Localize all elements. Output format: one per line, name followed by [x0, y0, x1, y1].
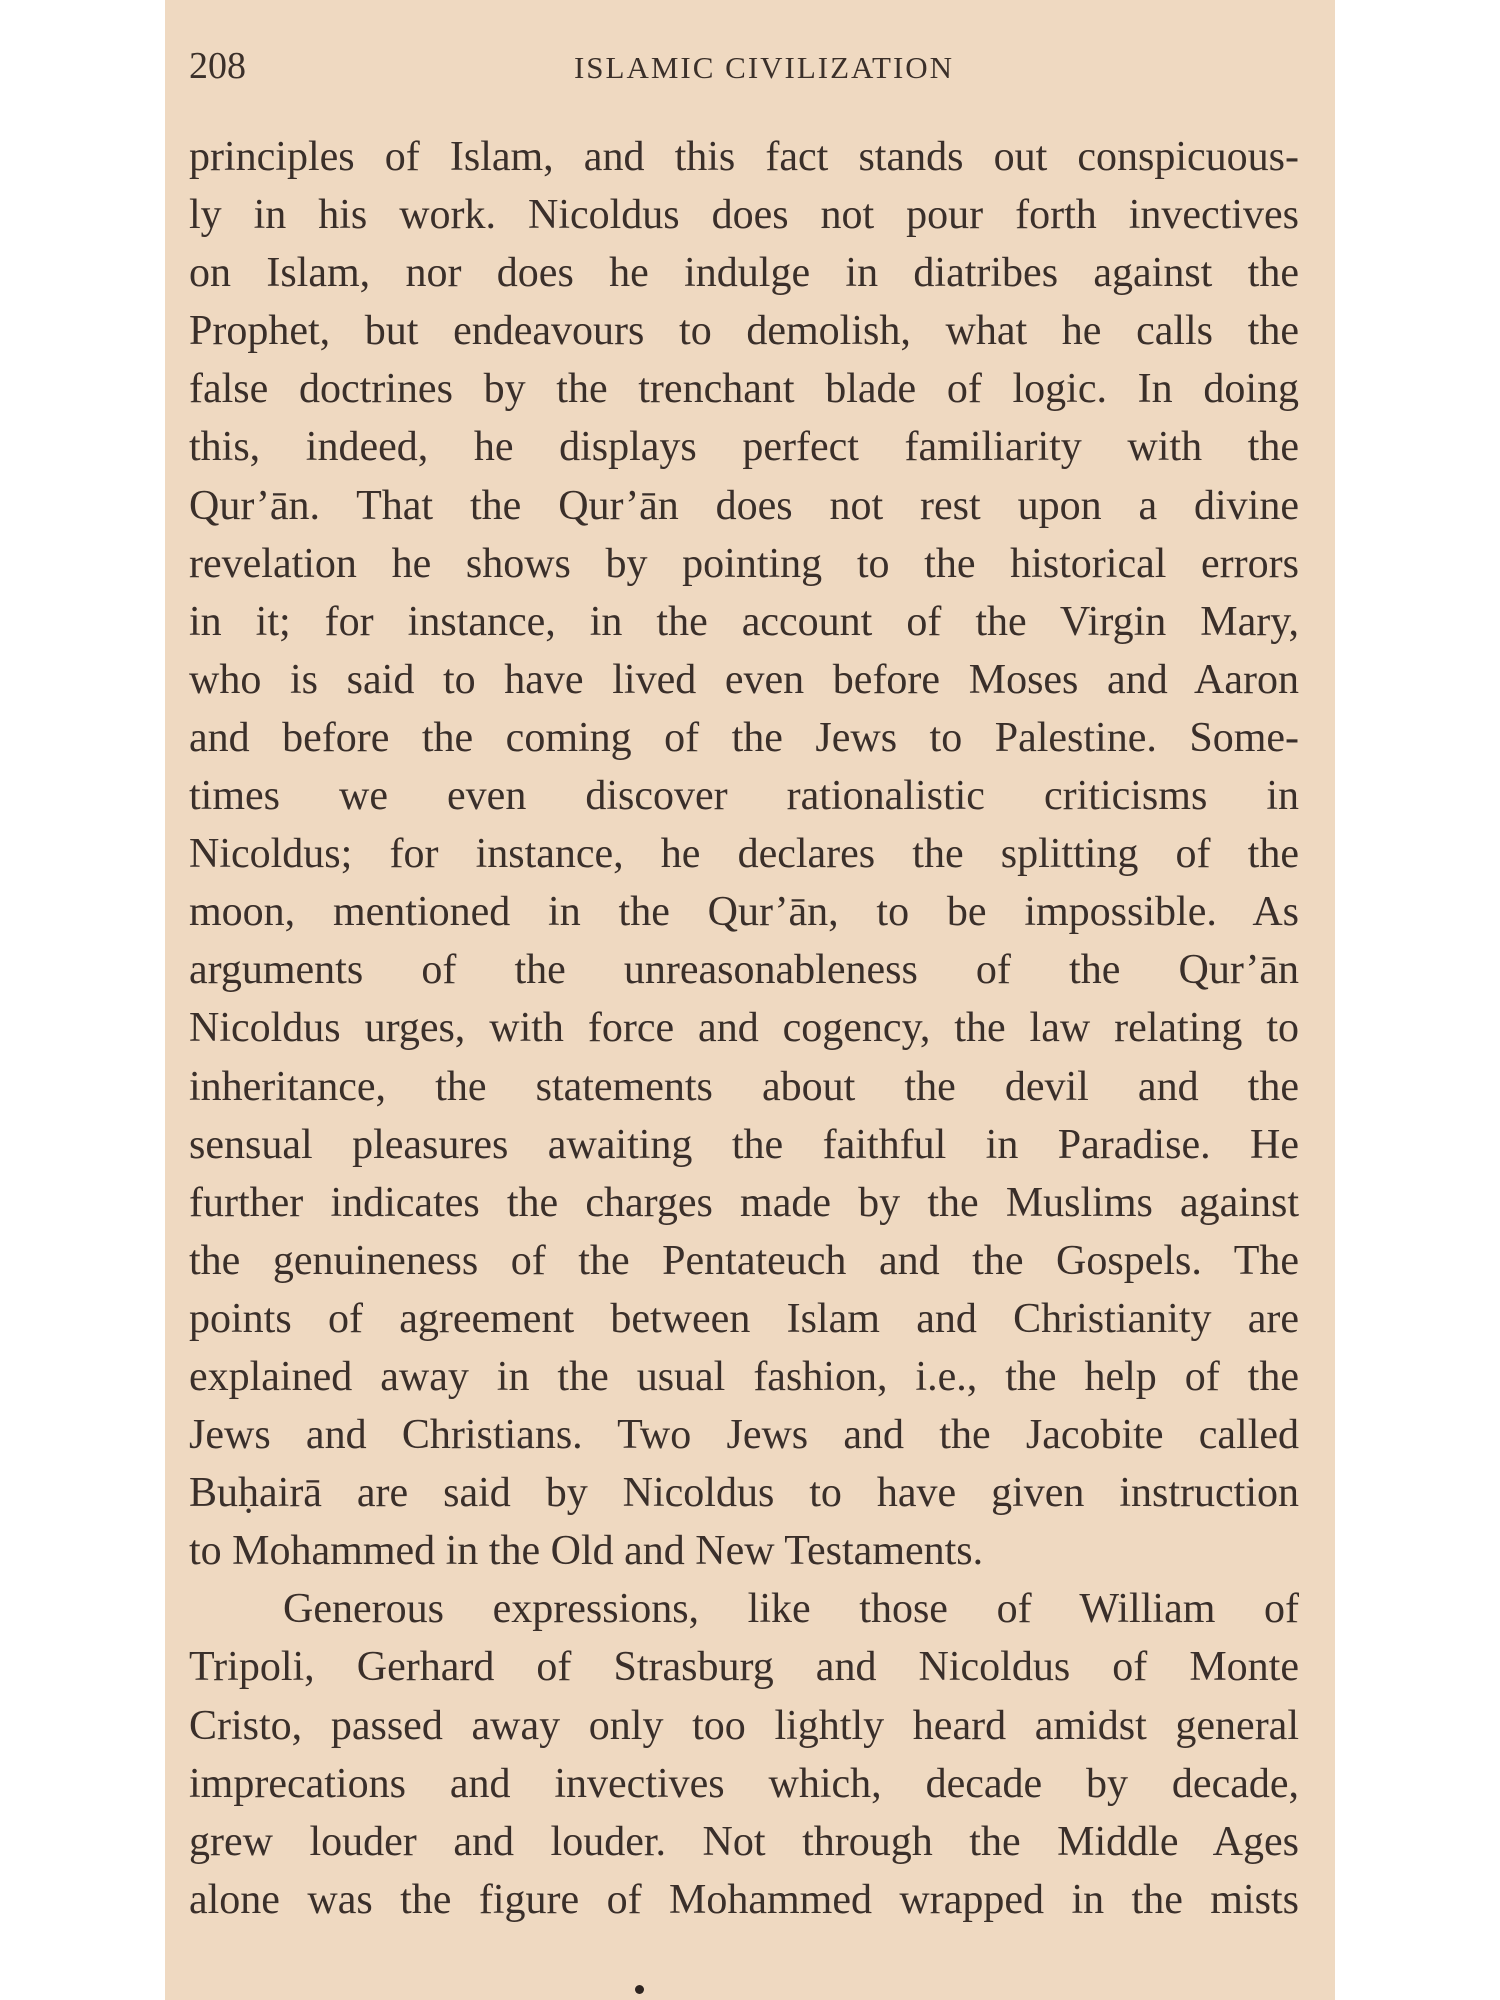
text-line: and before the coming of the Jews to Palestine. Some-	[189, 714, 1299, 761]
running-title: ISLAMIC CIVILIZATION	[573, 50, 955, 85]
text-line: inheritance, the statements about the devil and the	[189, 1063, 1299, 1110]
running-head	[189, 44, 1299, 90]
text-line: to Mohammed in the Old and New Testaments.	[189, 1528, 984, 1575]
text-line: Cristo, passed away only too lightly heard amidst general	[189, 1702, 1299, 1749]
text-line: moon, mentioned in the Qur’ān, to be impossible. As	[189, 889, 1299, 936]
body-text	[189, 128, 1299, 1929]
text-line: the genuineness of the Pentateuch and the Gospels. The	[189, 1237, 1299, 1284]
paragraph-1	[189, 128, 1299, 1580]
text-line: in it; for instance, in the account of the Virgin Mary,	[189, 598, 1299, 645]
text-line: this, indeed, he displays perfect familiarity with the	[189, 424, 1299, 471]
text-line: Generous expressions, like those of William of	[283, 1586, 1299, 1633]
text-line: times we even discover rationalistic criticisms in	[189, 773, 1299, 820]
text-line: arguments of the unreasonableness of the Qur’ān	[189, 947, 1299, 994]
text-line: Buḥairā are said by Nicoldus to have given instruction	[189, 1470, 1299, 1517]
text-line: who is said to have lived even before Moses and Aaron	[189, 656, 1299, 703]
text-line: further indicates the charges made by the Muslims against	[189, 1179, 1299, 1226]
text-line: grew louder and louder. Not through the Middle Ages	[189, 1818, 1299, 1865]
text-line: Nicoldus; for instance, he declares the splitting of the	[189, 831, 1299, 878]
text-line: on Islam, nor does he indulge in diatribes against the	[189, 250, 1299, 297]
text-line: imprecations and invectives which, decade by decade,	[189, 1760, 1299, 1807]
text-line: points of agreement between Islam and Christianity are	[189, 1295, 1299, 1342]
text-line: false doctrines by the trenchant blade of logic. In doing	[189, 366, 1299, 413]
text-line: Jews and Christians. Two Jews and the Jacobite called	[189, 1412, 1299, 1459]
page-number: 208	[189, 45, 246, 87]
text-line: alone was the figure of Mohammed wrapped in the mists	[189, 1876, 1299, 1923]
paragraph-2	[189, 1580, 1299, 1929]
text-line: ly in his work. Nicoldus does not pour forth invectives	[189, 192, 1299, 239]
book-page	[165, 0, 1335, 2000]
ink-dot	[635, 1985, 644, 1994]
text-line: Nicoldus urges, with force and cogency, the law relating to	[189, 1005, 1299, 1052]
text-line: sensual pleasures awaiting the faithful in Paradise. He	[189, 1121, 1299, 1168]
text-line: Tripoli, Gerhard of Strasburg and Nicoldus of Monte	[189, 1644, 1299, 1691]
text-line: explained away in the usual fashion, i.e., the help of the	[189, 1353, 1299, 1400]
text-line: principles of Islam, and this fact stands out conspicuous-	[189, 134, 1299, 180]
text-line: Qur’ān. That the Qur’ān does not rest upon a divine	[189, 482, 1299, 529]
text-line: Prophet, but endeavours to demolish, what he calls the	[189, 308, 1299, 355]
text-line: revelation he shows by pointing to the historical errors	[189, 540, 1299, 587]
